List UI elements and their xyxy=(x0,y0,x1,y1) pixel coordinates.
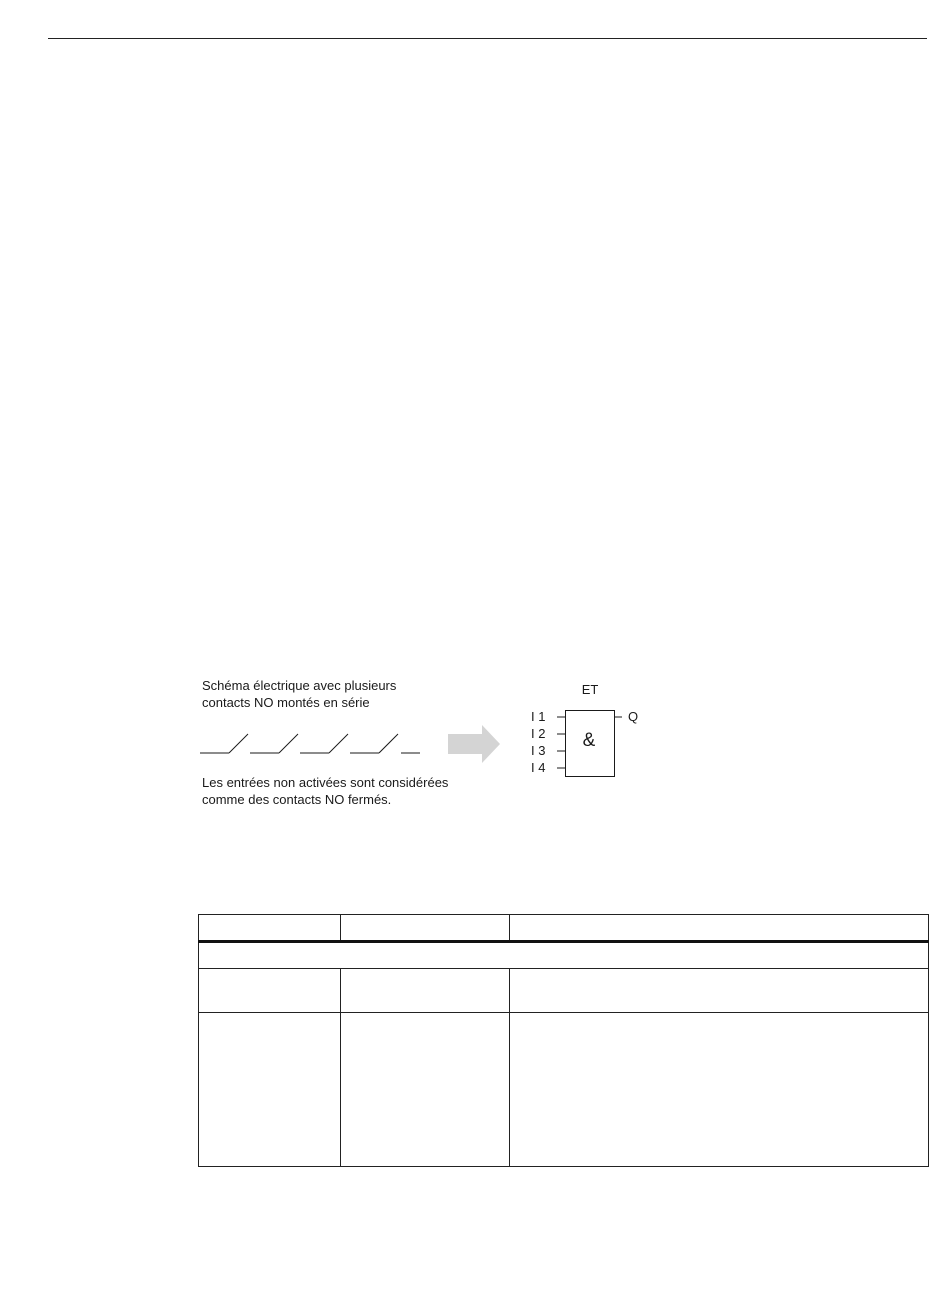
gate-output-label: Q xyxy=(628,709,639,724)
table-header-cell xyxy=(341,915,510,942)
table-row xyxy=(199,1013,929,1167)
caption-top-line-1: Schéma électrique avec plusieurs xyxy=(202,678,397,693)
table-header-cell xyxy=(510,915,929,942)
gate-title: ET xyxy=(581,682,599,697)
gate-input-label-2: I 2 xyxy=(531,726,546,741)
no-contact-4 xyxy=(350,734,398,753)
gate-input-label-4: I 4 xyxy=(531,760,546,775)
table-row xyxy=(199,969,929,1013)
header-rule xyxy=(48,38,927,39)
caption-bottom-line-1: Les entrées non activées sont considérées xyxy=(202,775,449,790)
table-cell xyxy=(199,1013,341,1167)
arrow-shape xyxy=(448,725,500,763)
table-cell xyxy=(510,969,929,1013)
table-cell xyxy=(341,969,510,1013)
no-contact-3 xyxy=(300,734,348,753)
series-contacts-diagram xyxy=(200,734,420,753)
caption-bottom-line-2: comme des contacts NO fermés. xyxy=(202,792,392,807)
caption-top-line-2: contacts NO montés en série xyxy=(202,695,370,710)
table-header-cell xyxy=(199,915,341,942)
table-section-row xyxy=(199,942,929,969)
no-contact-2 xyxy=(250,734,298,753)
table-cell xyxy=(199,969,341,1013)
and-symbol: & xyxy=(582,730,596,751)
table-cell xyxy=(341,1013,510,1167)
gate-input-label-3: I 3 xyxy=(531,743,546,758)
table-cell xyxy=(510,1013,929,1167)
gate-input-label-1: I 1 xyxy=(531,709,546,724)
table-header-row xyxy=(199,915,929,942)
spec-table xyxy=(198,914,929,1167)
no-contact-1 xyxy=(200,734,248,753)
table-section-cell xyxy=(199,942,929,969)
